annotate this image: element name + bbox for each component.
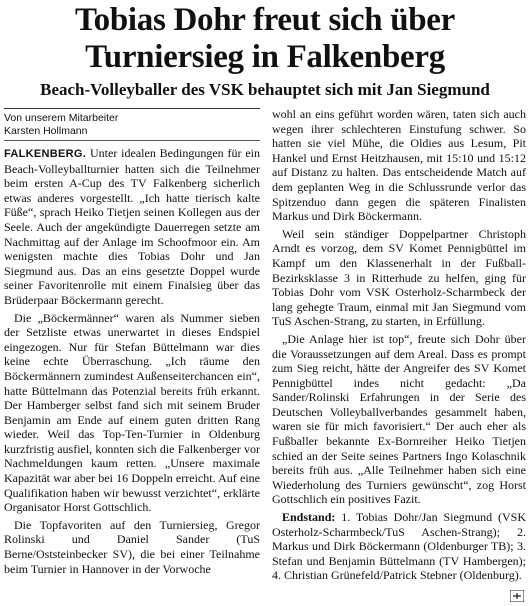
final-standings-text: 1. Tobias Dohr/Jan Siegmund (VSK Osterholz-Scharmbeck/TuS Aschen-Strang); 2. Markus und Dirk Böckermann (Oldenburger TB); 3. Stefan und Benjamin Büttelmann (TV Hambergen); 4. Christian Grünefeld/Patrick Stebner (Oldenburg). xyxy=(272,510,526,583)
paragraph-3: Die Topfavoriten auf den Turniersieg, Gregor Rolinski und Daniel Sander (TuS Berne/Oststeinbecker SV), die bei einer Teilnahme beim Turnier in Hannover in der Vorwoche xyxy=(4,517,260,576)
paragraph-4: wohl an eins geführt worden wären, taten sich auch wegen ihrer schlechteren Einstufung schwer. So hatten sie viel Mühe, die Oldies aus Lesum, Pit Hankel und Ernst Heitzhausen, mit 15:10 und 15:12 auf Distanz zu halten. Das entscheidende Match auf dem geplanten Weg in die Schlussrunde verlor das Spitzenduo dann gegen die späteren Finalisten Markus und Dirk Böckermann. xyxy=(272,107,526,224)
byline-line-1: Von unserem Mitarbeiter xyxy=(4,112,119,124)
paragraph-5: Weil sein ständiger Doppelpartner Christoph Arndt es vorzog, dem SV Komet Pennigbüttel im Kampf um den Klassenerhalt in der Fußball-Bezirksklasse 3 in Ritterhude zu helfen, ging für Tobias Dohr vom VSK Osterholz-Scharmbeck der lang gehegte Traum, einmal mit Jan Siegmund vom TuS Aschen-Strang, zu starten, in Erfüllung. xyxy=(272,226,526,329)
article-column-left xyxy=(4,108,260,576)
article-column-right xyxy=(272,107,526,583)
final-standings-label: Endstand: xyxy=(282,510,336,525)
final-standings xyxy=(272,510,526,583)
end-mark-icon xyxy=(510,590,524,602)
lead-paragraph-text: Unter idealen Bedingungen für ein Beach-Volleyballturnier hatten sich die Teilnehmer beim ersten A-Cup des TV Falkenberg sicherlich etwas anderes vorgestellt. „Ich hatte tierisch kalte Füße“, sprach Heiko Tietjen seinen Kollegen aus der Seele. Auch der angekündigte Dauerregen setzte am Nachmittag auf der Anlage im Schoofmoor ein. Am wenigsten machte dies Tobias Dohr und Jan Siegmund aus. Das an eins gesetzte Doppel wurde seiner Favoritenrolle mit einem Finalsieg über das Brüderpaar Böckermann gerecht. xyxy=(4,146,260,307)
headline xyxy=(0,2,530,76)
subheadline: Beach-Volleyballer des VSK behauptet sich mit Jan Siegmund xyxy=(40,80,490,99)
byline-author: Karsten Hollmann xyxy=(4,125,88,137)
headline-line-1: Tobias Dohr freut sich über xyxy=(74,2,456,38)
paragraph-6: „Die Anlage hier ist top“, freute sich Dohr über die Voraussetzungen auf dem Areal. Dass es prompt zum Sieg reicht, hätte der Angreifer des SV Komet Pennigbüttel indes nicht gedacht: „Da Sander/Rolinski Erfahrungen in der Serie des Deutschen Volleyballverbandes gesammelt haben, waren sie für mich favorisiert.“ Der auch eher als Fußballer bekannte Ex-Bornreiher Heiko Tietjen schied an der Seite seines Partners Ingo Kolaschnik bereits früh aus. „Alle Teilnehmer haben sich eine Wiederholung des Turniers gewünscht“, zog Horst Gottschlich ein positives Fazit. xyxy=(272,331,526,507)
byline-rule xyxy=(4,140,260,141)
paragraph-2: Die „Böckermänner“ waren als Nummer sieben der Setzliste etwas unerwartet in dieses Endspiel eingezogen. Nur für Stefan Büttelmann war dies keine echte Überraschung. „Ich räume den Böckermännern zumindest Außenseiterchancen ein“, hatte Büttelmann das Potenzial bereits früh erkannt. Der Hamberger selbst fand sich mit seinem Bruder Benjamin am Ende auf einem guten dritten Rang wieder. Weil das Top-Ten-Turnier in Oldenburg kurzfristig ausfiel, konnten sich die Falkenberger vor Nachmeldungen kaum retten. „Unsere maximale Kapazität war aber bei 16 Doppeln erreicht. Auf eine Qualifikation haben wir bewusst verzichtet“, erklärte Organisator Horst Gottschlich. xyxy=(4,310,260,515)
byline xyxy=(4,108,260,141)
lead-paragraph xyxy=(4,146,260,308)
dateline: FALKENBERG. xyxy=(4,148,87,160)
headline-line-2: Turniersieg in Falkenberg xyxy=(85,39,445,75)
